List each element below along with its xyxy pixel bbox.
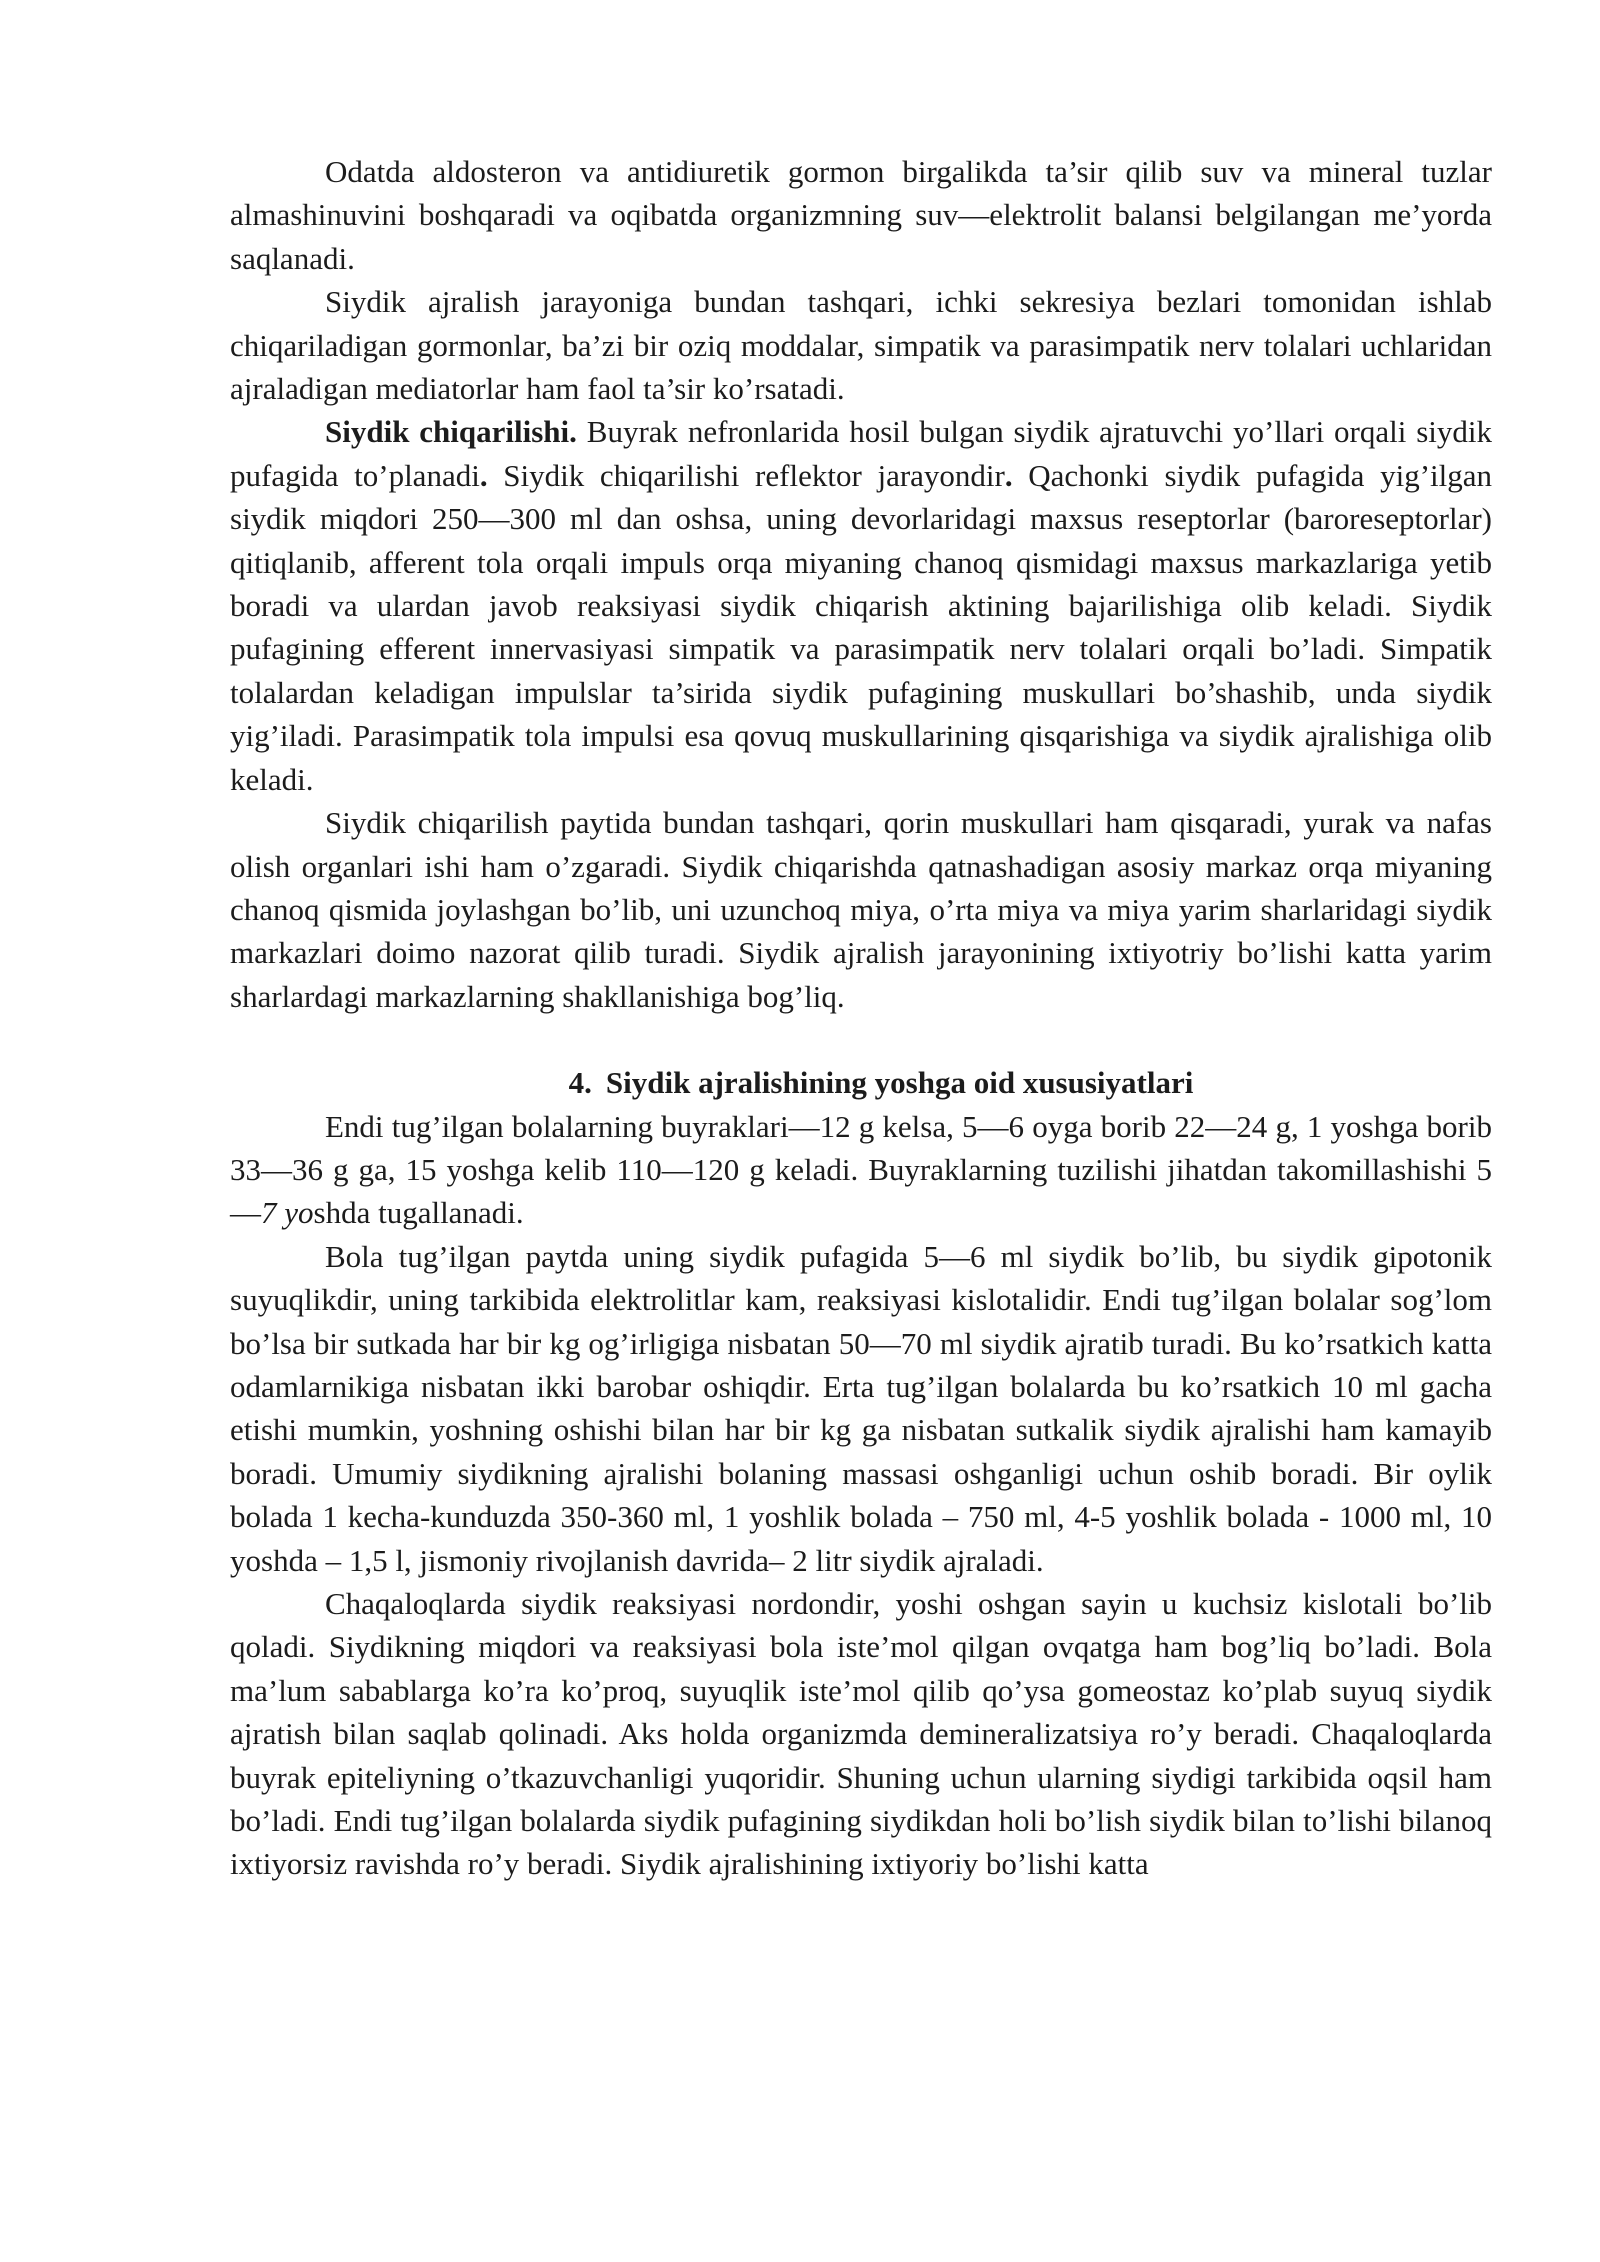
section-before — [230, 150, 1492, 1018]
text-run: Siydik chiqarilish paytida bundan tashqari, qorin muskullari ham qisqaradi, yurak va nafas olish organlari ishi ham o’zgaradi. Siydik chiqarishda qatnashadigan asosiy markaz orqa miyaning chanoq qismida joylashgan bo’lib, uni uzunchoq miya, o’rta miya va miya yarim sharlaridagi siydik markazlari doimo nazorat qilib turadi. Siydik ajralish jarayonining ixtiyotriy bo’lishi katta yarim sharlardagi markazlarning shakllanishiga bog’liq. — [230, 805, 1492, 1014]
section-gap — [230, 1018, 1492, 1061]
paragraph — [230, 1105, 1492, 1235]
bold-text-run: . — [1004, 457, 1013, 493]
bold-text-run: . — [479, 457, 488, 493]
text-run: Odatda aldosteron va antidiuretik gormon birgalikda ta’sir qilib suv va mineral tuzlar almashinuvini boshqaradi va oqibatda organizmning suv—elektrolit balansi belgilangan me’yorda saqlanadi. — [230, 154, 1492, 276]
paragraph — [230, 280, 1492, 410]
text-run: Chaqaloqlarda siydik reaksiyasi nordondir, yoshi oshgan sayin u kuchsiz kislotali bo’lib qoladi. Siydikning miqdori va reaksiyasi bola iste’mol qilgan ovqatga ham bog’liq bo’ladi. Bola ma’lum sabablarga ko’ra ko’proq, suyuqlik iste’mol qilib qo’ysa gomeostaz ko’plab suyuq siydik ajratish bilan saqlab qolinadi. Aks holda organizmda demineralizatsiya ro’y beradi. Chaqaloqlarda buyrak epiteliyning o’tkazuvchanligi yuqoridir. Shuning uchun ularning siydigi tarkibida oqsil ham bo’ladi. Endi tug’ilgan bolalarda siydik pufagining siydikdan holi bo’lish siydik bilan to’lishi bilanoq ixtiyorsiz ravishda ro’y beradi. Siydik ajralishining ixtiyoriy bo’lishi katta — [230, 1586, 1492, 1882]
paragraph — [230, 1235, 1492, 1582]
text-run: Qachonki siydik pufagida yig’ilgan siydik miqdori 250—300 ml dan oshsa, uning devorlaridagi maxsus reseptorlar (baroreseptorlar) qitiqlanib, afferent tola orqali impuls orqa miyaning chanoq qismidagi maxsus markazlariga yetib boradi va ulardan javob reaksiyasi siydik chiqarish aktining bajarilishiga olib keladi. Siydik pufagining efferent innervasiyasi simpatik va parasimpatik nerv tolalari orqali bo’ladi. Simpatik tolalardan keladigan impulslar ta’sirida siydik pufagining muskullari bo’shashib, unda siydik yig’iladi. Parasimpatik tola impulsi esa qovuq muskullarining qisqarishiga va siydik ajralishiga olib keladi. — [230, 457, 1492, 797]
text-run: shda tugallanadi. — [313, 1195, 524, 1231]
heading-title: Siydik ajralishining yoshga oid xususiyatlari — [605, 1065, 1194, 1101]
italic-text-run: 7 yo — [261, 1195, 314, 1231]
section-heading — [230, 1061, 1492, 1104]
paragraph — [230, 410, 1492, 801]
text-run: Bola tug’ilgan paytda uning siydik pufagida 5—6 ml siydik bo’lib, bu siydik gipotonik suyuqlikdir, uning tarkibida elektrolitlar kam, reaksiyasi kislotalidir. Endi tug’ilgan bolalar sog’lom bo’lsa bir sutkada har bir kg og’irligiga nisbatan 50—70 ml siydik ajratib turadi. Bu ko’rsatkich katta odamlarnikiga nisbatan ikki barobar oshiqdir. Erta tug’ilgan bolalarda bu ko’rsatkich 10 ml gacha etishi mumkin, yoshning oshishi bilan har bir kg ga nisbatan sutkalik siydik ajralishi ham kamayib boradi. Umumiy siydikning ajralishi bolaning massasi oshganligi uchun oshib boradi. Bir oylik bolada 1 kecha-kunduzda 350-360 ml, 1 yoshlik bolada – 750 ml, 4-5 yoshlik bolada - 1000 ml, 10 yoshda – 1,5 l, jismoniy rivojlanish davrida– 2 litr siydik ajraladi. — [230, 1238, 1492, 1578]
document-page — [230, 150, 1492, 1886]
text-run: Buyrak nefronlarida hosil bulgan siydik ajratuvchi yo’llari orqali siydik pufagida to’planadi — [230, 414, 1492, 493]
section-after — [230, 1105, 1492, 1886]
paragraph — [230, 1582, 1492, 1886]
heading-number: 4. — [568, 1065, 592, 1101]
paragraph — [230, 150, 1492, 280]
paragraph — [230, 801, 1492, 1018]
bold-text-run: Siydik chiqarilishi. — [325, 414, 577, 450]
text-run: Endi tug’ilgan bolalarning buyraklari—12 g kelsa, 5—6 oyga borib 22—24 g, 1 yoshga borib 33—36 g ga, 15 yoshga kelib 110—120 g keladi. Buyraklarning tuzilishi jihatdan takomillashishi 5— — [230, 1108, 1492, 1231]
text-run: Siydik chiqarilishi reflektor jarayondir — [487, 457, 1005, 493]
text-run: Siydik ajralish jarayoniga bundan tashqari, ichki sekresiya bezlari tomonidan ishlab chiqariladigan gormonlar, ba’zi bir oziq moddalar, simpatik va parasimpatik nerv tolalari uchlaridan ajraladigan mediatorlar ham faol ta’sir ko’rsatadi. — [230, 284, 1492, 407]
